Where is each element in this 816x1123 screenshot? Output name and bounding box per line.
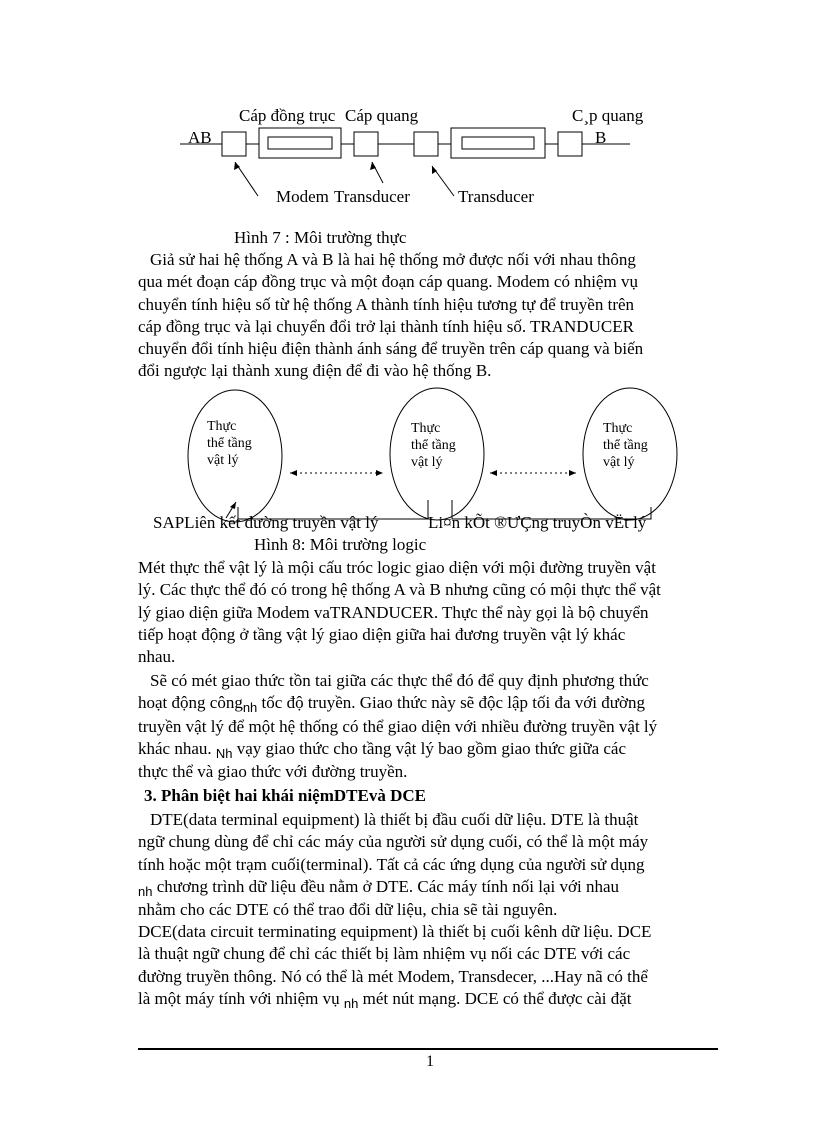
para-2-line: nhau. (138, 647, 176, 667)
para-3-line: Sẽ có mét giao thức tồn tai giữa các thực thể đó để quy định phương thức (150, 671, 649, 690)
para-4-line: ngữ chung dùng để chỉ các máy của người sử dụng cuối, có thể là một máy (138, 832, 649, 852)
entity-3-label: Thực thể tầng vật lý (603, 421, 648, 470)
label-coax: Cáp đồng trục (239, 106, 336, 125)
para-1-line: qua mét đoạn cáp đồng trục và một đoạn cáp quang. Modem có nhiệm vụ (138, 272, 638, 292)
para-4-line: $_{nh}$ chương trình dữ liệu đều nằm ở DTE. Các máy tính nối lại với nhau (138, 876, 619, 899)
paragraph-4 (138, 809, 716, 921)
para-1-line: đổi ngược lại thành xung điện để đi vào hệ thống B. (138, 361, 492, 381)
para-2-line: lý. Các thực thể đó có trong hệ thống A và B nhưng cũng có mội thực thể vật (138, 580, 661, 600)
para-5-line: là một máy tính với nhiệm vụ $_{nh}$ mét nút mạng. DCE có thể được cài đặt (138, 988, 632, 1011)
para-1-line: chuyển đổi tính hiệu điện thành ánh sáng để truyền trên cáp quang và biến (138, 339, 644, 359)
label-physical-link: Li¤n kÕt ®ƯÇng truyÒn vËt lý (428, 513, 647, 532)
para-5-line: DCE(data circuit terminating equipment) là thiết bị cuối kênh dữ liệu. DCE (138, 922, 652, 941)
para-1-line: cáp đồng trục và lại chuyển đổi trở lại thành tính hiệu số. TRANDUCER (138, 316, 634, 336)
para-2-line: Mét thực thể vật lý là mội cấu tróc logic giao diện với mội đường truyền vật (138, 558, 656, 577)
para-3-line: thực thể và giao thức với đường truyền. (138, 762, 408, 782)
page-number: 1 (426, 1053, 434, 1070)
label-transducer-2: Transducer (458, 187, 534, 206)
figure-8-diagram (0, 0, 816, 560)
para-5-line: là thuật ngữ chung để chỉ các thiết bị làm nhiệm vụ nối các DTE với các (138, 944, 631, 964)
para-2-line: tiếp hoạt động ở tầng vật lý giao diện giữa hai đương truyền vật lý khác (138, 624, 626, 644)
para-4-line: DTE(data terminal equipment) là thiết bị đầu cuối dữ liệu. DTE là thuật (150, 810, 639, 829)
paragraph-3 (138, 670, 716, 783)
para-1-line: chuyển tính hiệu số từ hệ thống A thành tính hiệu tương tự để truyền trên (138, 294, 635, 314)
paragraph-2 (138, 557, 716, 668)
label-transducer-1: Transducer (334, 187, 410, 206)
para-3-line: hoạt động công$_{nh}$ tốc độ truyền. Giao thức này sẽ độc lập tối đa với đường (138, 693, 645, 716)
para-2-line: lý giao diện giữa Modem vaTRANDUCER. Thực thể này gọi là bộ chuyển (138, 602, 649, 622)
figure-8-caption: Hình 8: Môi trường logic (254, 535, 427, 554)
section-heading: 3. Phân biệt hai khái niệmDTEvà DCE (144, 786, 426, 805)
label-sap-link: SAPLiên kết đường truyền vật lý (153, 513, 379, 532)
figure-7-caption: Hình 7 : Môi trường thực (234, 228, 407, 247)
label-ab: AB (188, 128, 212, 147)
para-3-line: khác nhau. $_{Nh}$ vạy giao thức cho tầng vật lý bao gồm giao thức giữa các (138, 738, 627, 761)
entity-2-label: Thực thể tầng vật lý (411, 421, 456, 470)
para-5-line: đường truyền thông. Nó có thể là mét Modem, Transdecer, ...Hay nã có thể (138, 966, 648, 986)
label-b: B (595, 128, 607, 147)
para-4-line: nhằm cho các DTE có thể trao đổi dữ liệu, chia sẽ tài nguyên. (138, 900, 558, 920)
label-modem: Modem (276, 187, 329, 206)
label-fiber: Cáp quang (345, 106, 419, 125)
paragraph-5 (138, 921, 716, 1011)
para-1-line: Giả sử hai hệ thống A và B là hai hệ thống mở được nối với nhau thông (150, 250, 636, 269)
entity-1-label: Thực thể tầng vật lý (207, 419, 252, 468)
para-3-line: truyền vật lý để một hệ thống có thể giao diện với nhiều đường truyền vật lý (138, 716, 658, 736)
footer-divider (138, 1048, 718, 1050)
para-4-line: tính hoặc một trạm cuối(terminal). Tất cả các ứng dụng của người sử dụng (138, 854, 645, 874)
label-fiber-right: C¸p quang (572, 106, 644, 125)
